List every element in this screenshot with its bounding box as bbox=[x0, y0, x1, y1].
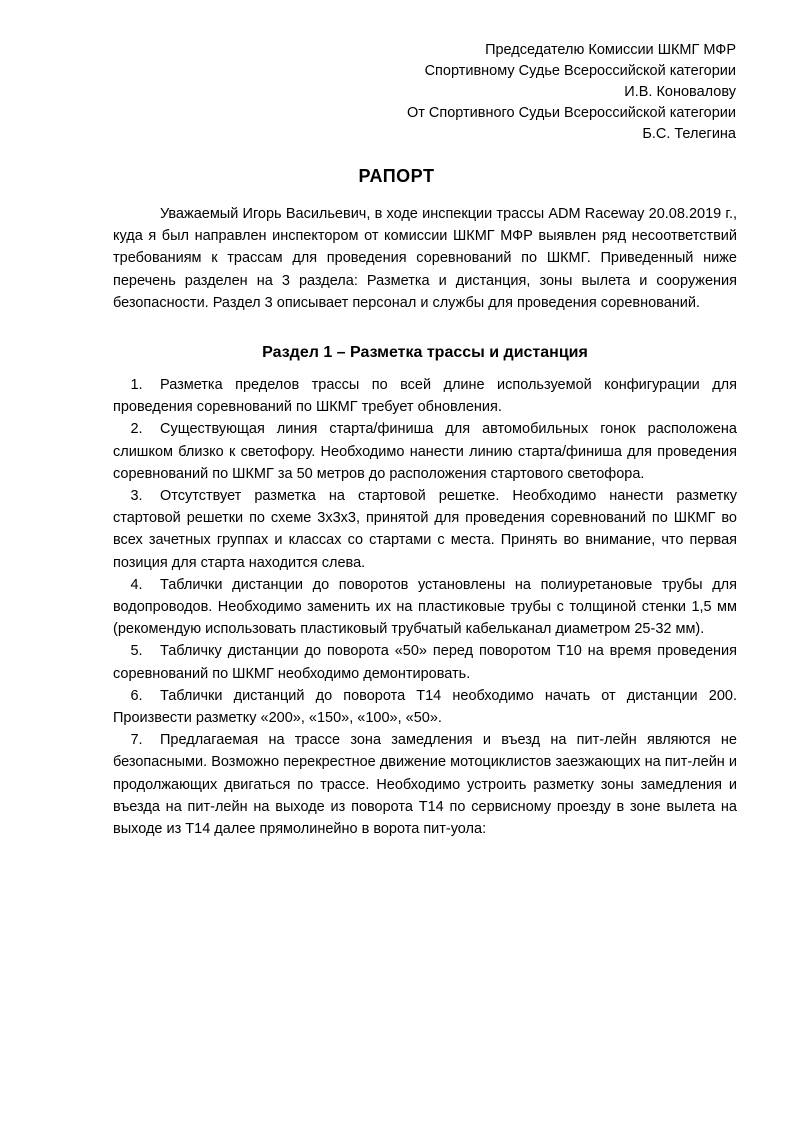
list-item bbox=[113, 418, 737, 485]
item-number: 7. bbox=[130, 732, 143, 749]
item-text: Табличку дистанции до поворота «50» перед поворотом Т10 на время проведения соревнований по ШКМГ необходимо демонтировать. bbox=[113, 643, 737, 682]
item-number: 1. bbox=[130, 377, 143, 393]
item-number: 2. bbox=[130, 421, 143, 438]
section-items-list bbox=[113, 374, 737, 840]
addressee-line: И.В. Коновалову bbox=[624, 84, 736, 100]
item-text: Отсутствует разметка на стартовой решетке. Необходимо нанести разметку стартовой решетки по схеме 3х3х3, принятой для проведения соревнований по ШКМГ во всех зачетных группах и классах со стартами с места. Принять во внимание, что первая позиция для старта находится слева. bbox=[113, 488, 737, 571]
addressee-line: Спортивному Судье Всероссийской категории bbox=[424, 63, 736, 79]
item-text: Разметка пределов трассы по всей длине используемой конфигурации для проведения соревнований по ШКМГ требует обновления. bbox=[113, 377, 737, 416]
list-item bbox=[113, 374, 737, 418]
list-item bbox=[113, 485, 737, 574]
item-number: 5. bbox=[130, 643, 143, 660]
addressee-block bbox=[407, 40, 736, 145]
addressee-line: Б.С. Телегина bbox=[642, 126, 736, 142]
item-number: 4. bbox=[130, 576, 143, 593]
addressee-line: Председателю Комиссии ШКМГ МФР bbox=[485, 42, 736, 58]
list-item bbox=[113, 640, 737, 684]
list-item bbox=[113, 729, 737, 840]
addressee-line: От Спортивного Судьи Всероссийской категории bbox=[406, 105, 736, 121]
item-number: 3. bbox=[130, 488, 143, 505]
item-text: Таблички дистанций до поворота Т14 необходимо начать от дистанции 200. Произвести разметку «200», «150», «100», «50». bbox=[113, 687, 737, 727]
document-title: РАПОРТ bbox=[358, 166, 435, 186]
item-text: Таблички дистанции до поворотов установлены на полиуретановые трубы для водопроводов. Необходимо заменить их на пластиковые трубы с толщиной стенки 1,5 мм (рекомендую использовать пластиковый трубчатый кабельканал диаметром 25-32 мм). bbox=[113, 576, 737, 638]
list-item bbox=[113, 574, 737, 641]
item-text: Предлагаемая на трассе зона замедления и въезд на пит-лейн являются не безопасными. Возможно перекрестное движение мотоциклистов заезжающих на пит-лейн и продолжающих двигаться по трассе. Необходимо устроить разметку зоны замедления и въезда на пит-лейн на выходе из поворота Т14 по сервисному проезду в зоне вылета на выходе из Т14 далее прямолинейно в ворота пит-уола: bbox=[113, 732, 737, 838]
section-title: Раздел 1 – Разметка трассы и дистанция bbox=[262, 344, 588, 361]
intro-paragraph: Уважаемый Игорь Васильевич, в ходе инспекции трассы ADM Raceway 20.08.2019 г., куда я был направлен инспектором от комиссии ШКМГ МФР выявлен ряд несоответствий требованиям к трассам для проведения соревнований по ШКМГ. Приведенный ниже перечень разделен на 3 раздела: Разметка и дистанция, зоны вылета и сооружения безопасности. Раздел 3 описывает персонал и службы для проведения соревнований. bbox=[113, 206, 737, 311]
list-item bbox=[113, 685, 737, 729]
item-text: Существующая линия старта/финиша для автомобильных гонок расположена слишком близко к светофору. Необходимо нанести линию старта/финиша для проведения соревнований по ШКМГ за 50 метров до расположения стартового светофора. bbox=[113, 421, 737, 482]
item-number: 6. bbox=[130, 687, 143, 704]
